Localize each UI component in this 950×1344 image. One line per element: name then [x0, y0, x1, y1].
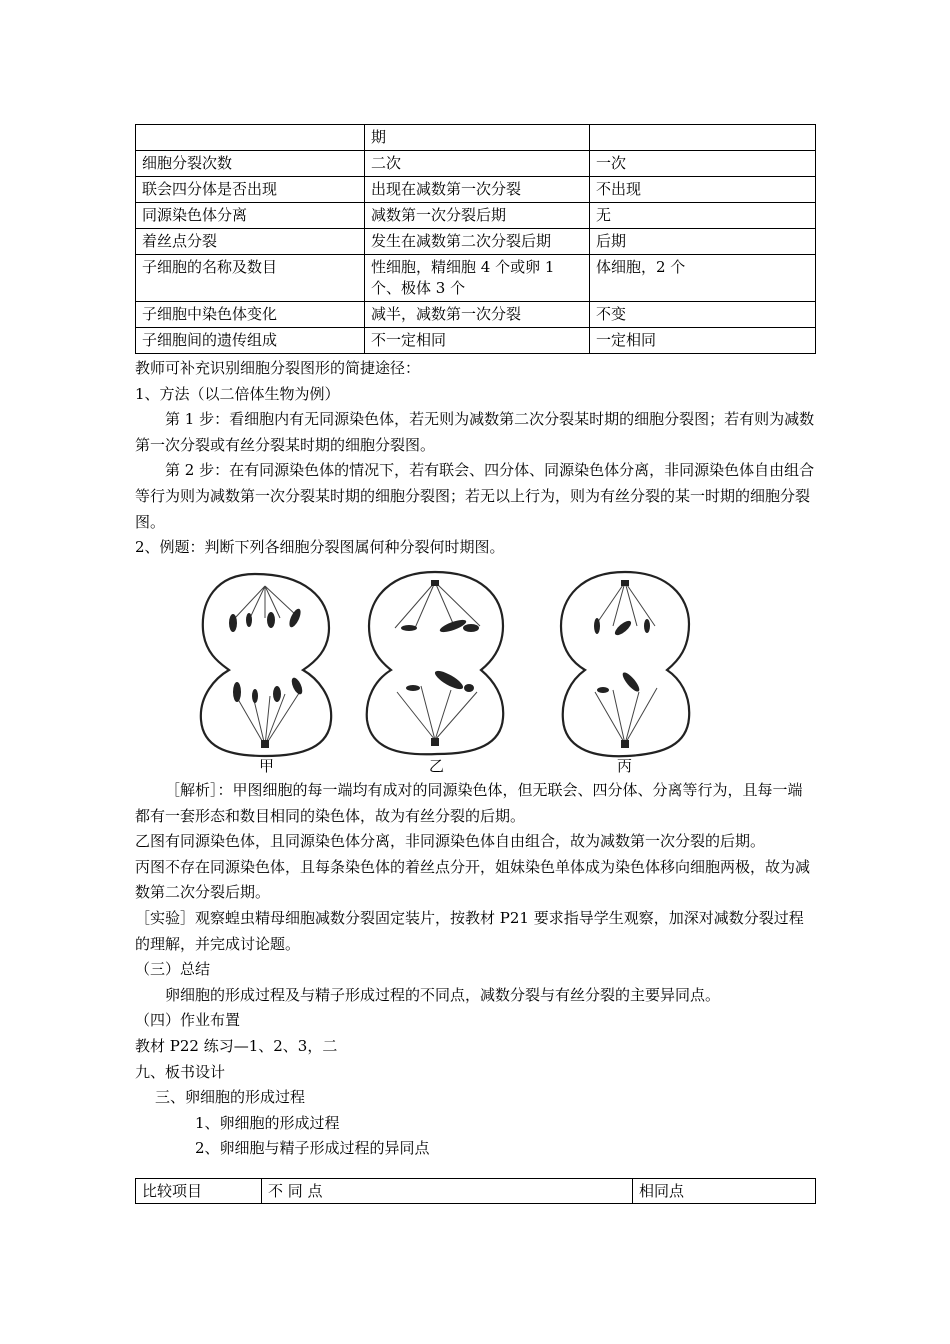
comparison-table-2	[135, 1178, 816, 1204]
table-cell: 联会四分体是否出现	[136, 177, 365, 203]
table-cell: 二次	[365, 151, 590, 177]
table-cell: 后期	[590, 229, 816, 255]
cell-yi	[367, 572, 503, 754]
table-row	[136, 229, 816, 255]
table-cell: 一次	[590, 151, 816, 177]
table-cell: 期	[365, 125, 590, 151]
step-2-text: 第 2 步：在有同源染色体的情况下，若有联会、四分体、同源染色体分离，非同源染色体自由组合等行为则为减数第一次分裂某时期的细胞分裂图；若无以上行为，则为有丝分裂的某一时期的细胞分裂图。	[135, 461, 815, 531]
table-row	[136, 125, 816, 151]
board-item-1: 三、卵细胞的形成过程	[155, 1088, 306, 1107]
cell-bing	[561, 572, 689, 756]
board-heading: 九、板书设计	[135, 1062, 226, 1081]
table-cell: 减半，减数第一次分裂	[365, 302, 590, 328]
table-cell	[136, 125, 365, 151]
table-row	[136, 151, 816, 177]
table-row	[136, 177, 816, 203]
label-yi: 乙	[429, 757, 445, 775]
homework-text: 教材 P22 练习—1、2、3，二	[135, 1036, 338, 1055]
experiment-text: ［实验］观察蝗虫精母细胞减数分裂固定装片，按教材 P21 要求指导学生观察，加深对减数分裂过程的理解，并完成讨论题。	[135, 908, 804, 953]
table-cell: 无	[590, 203, 816, 229]
example-text: 2、例题：判断下列各细胞分裂图属何种分裂何时期图。	[135, 538, 505, 557]
table-cell: 减数第一次分裂后期	[365, 203, 590, 229]
header-cell: 不 同 点	[262, 1179, 633, 1204]
label-bing: 丙	[617, 757, 633, 775]
table-cell: 一定相同	[590, 328, 816, 354]
table-cell: 子细胞中染色体变化	[136, 302, 365, 328]
intro-text: 教师可补充识别细胞分裂图形的简捷途径：	[135, 359, 421, 377]
label-jia: 甲	[259, 757, 275, 775]
table-cell: 着丝点分裂	[136, 229, 365, 255]
table-cell: 发生在减数第二次分裂后期	[365, 229, 590, 255]
table-cell: 体细胞，2 个	[590, 255, 816, 302]
table-cell: 不变	[590, 302, 816, 328]
table-cell	[590, 125, 816, 151]
bing-analysis-text: 丙图不存在同源染色体，且每条染色体的着丝点分开，姐妹染色单体成为染色体移向细胞两极，故为减数第二次分裂后期。	[135, 857, 811, 902]
board-item-1-1: 1、卵细胞的形成过程	[195, 1113, 340, 1132]
cell-division-figures	[185, 568, 705, 776]
summary-heading: （三）总结	[135, 960, 211, 979]
cell-jia	[201, 574, 331, 756]
board-item-1-2: 2、卵细胞与精子形成过程的异同点	[195, 1139, 430, 1158]
table-cell: 子细胞间的遗传组成	[136, 328, 365, 354]
table-cell: 同源染色体分离	[136, 203, 365, 229]
table-row	[136, 302, 816, 328]
table-row	[136, 203, 816, 229]
method-section	[135, 356, 815, 561]
table-cell: 性细胞，精细胞 4 个或卵 1 个、极体 3 个	[365, 255, 590, 302]
table-row	[136, 255, 816, 302]
method-heading: 1、方法（以二倍体生物为例）	[135, 384, 340, 403]
header-cell: 比较项目	[136, 1179, 262, 1204]
cell-diagrams	[185, 568, 705, 776]
table-row	[136, 328, 816, 354]
table-cell: 细胞分裂次数	[136, 151, 365, 177]
homework-heading: （四）作业布置	[135, 1011, 241, 1030]
table-cell: 不出现	[590, 177, 816, 203]
table-cell: 不一定相同	[365, 328, 590, 354]
header-cell: 相同点	[633, 1179, 816, 1204]
table-cell: 出现在减数第一次分裂	[365, 177, 590, 203]
table-header-row	[136, 1179, 816, 1204]
yi-analysis-text: 乙图有同源染色体，且同源染色体分离，非同源染色体自由组合，故为减数第一次分裂的后期。	[135, 832, 766, 851]
table-cell: 子细胞的名称及数目	[136, 255, 365, 302]
summary-text: 卵细胞的形成过程及与精子形成过程的不同点，减数分裂与有丝分裂的主要异同点。	[165, 985, 721, 1004]
comparison-table	[135, 124, 816, 354]
step-1-text: 第 1 步：看细胞内有无同源染色体，若无则为减数第二次分裂某时期的细胞分裂图；若有则为减数第一次分裂或有丝分裂某时期的细胞分裂图。	[135, 410, 815, 454]
analysis-section	[135, 778, 815, 1162]
analysis-text: ［解析］：甲图细胞的每一端均有成对的同源染色体，但无联会、四分体、分离等行为，且每一端都有一套形态和数目相同的染色体，故为有丝分裂的后期。	[135, 781, 803, 825]
